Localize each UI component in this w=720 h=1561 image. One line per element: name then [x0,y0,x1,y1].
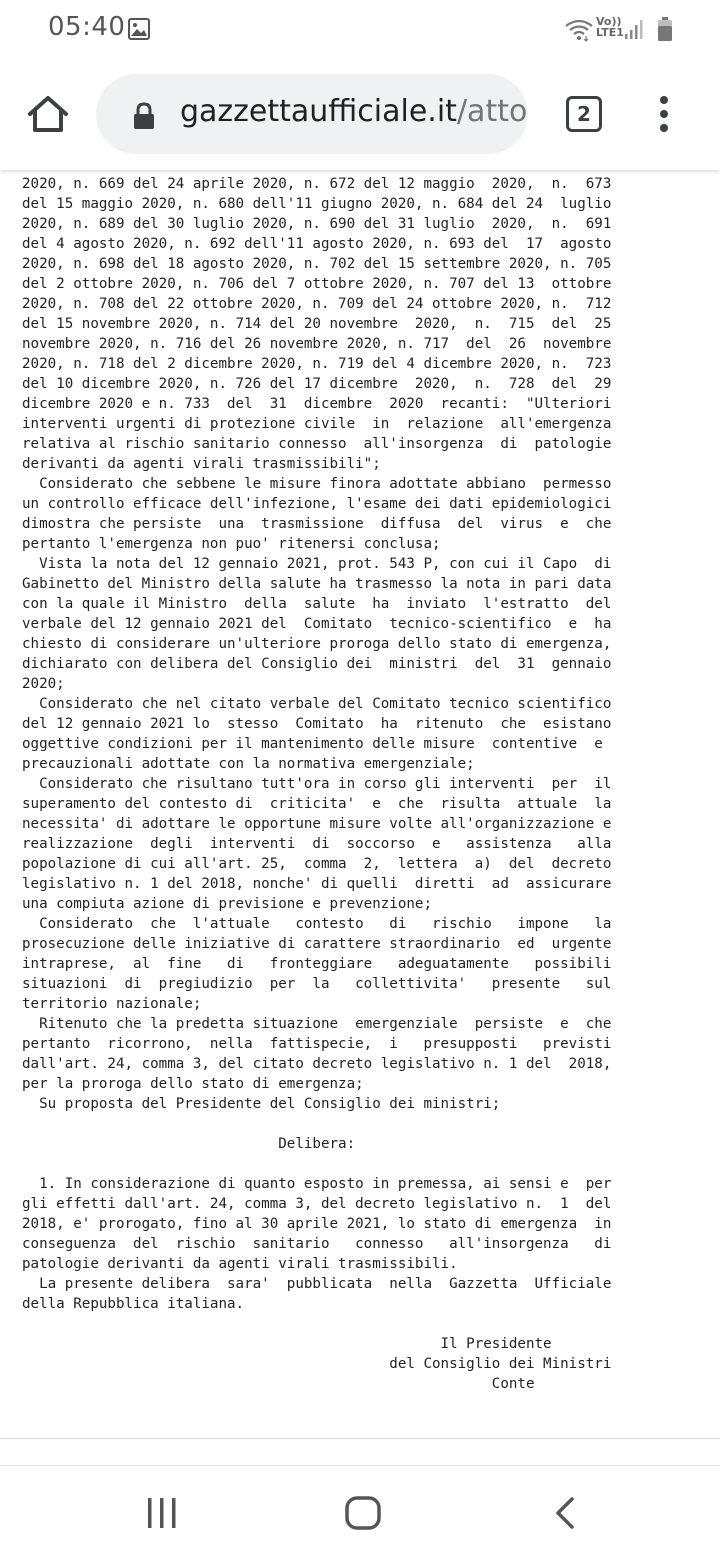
document-line: 2020, n. 669 del 24 aprile 2020, n. 672 del 12 maggio 2020, n. 673 [22,176,612,192]
document-line: dicembre 2020 e n. 733 del 31 dicembre 2020 recanti: "Ulteriori [22,396,612,412]
back-icon[interactable] [550,1496,578,1530]
document-line: Delibera: [22,1136,356,1152]
document-line: intraprese, al fine di fronteggiare adeguatamente possibili [22,956,612,972]
document-line: della Repubblica italiana. [22,1296,245,1312]
document-line: realizzazione degli interventi di soccorso e assistenza alla [22,836,612,852]
tabs-button[interactable]: 2 [566,96,602,132]
document-text [22,174,662,1394]
document-line: dall'art. 24, comma 3, del citato decreto legislativo n. 1 del 2018, [22,1056,612,1072]
document-line: dichiarato con delibera del Consiglio dei ministri del 31 gennaio [22,656,612,672]
document-line: del 12 gennaio 2021 lo stesso Comitato ha ritenuto che esistano [22,716,612,732]
document-line: dimostra che persiste una trasmissione diffusa del virus e che [22,516,612,532]
document-line: Il Presidente [22,1336,552,1352]
document-line: del Consiglio dei Ministri [22,1356,612,1372]
document-line: superamento del contesto di criticita' e che risulta attuale la [22,796,612,812]
document-line: 2020, n. 718 del 2 dicembre 2020, n. 719 del 4 dicembre 2020, n. 723 [22,356,612,372]
document-line: del 2 ottobre 2020, n. 706 del 7 ottobre 2020, n. 707 del 13 ottobre [22,276,612,292]
document-line: verbale del 12 gennaio 2021 del Comitato tecnico-scientifico e ha [22,616,612,632]
document-line: del 10 dicembre 2020, n. 726 del 17 dicembre 2020, n. 728 del 29 [22,376,612,392]
more-vert-icon[interactable] [652,94,676,134]
document-line: del 15 maggio 2020, n. 680 dell'11 giugno 2020, n. 684 del 24 luglio [22,196,612,212]
network-label-line1: Vo)) [596,15,622,28]
document-line: Ritenuto che la predetta situazione emergenziale persiste e che [22,1016,612,1032]
navigation-bar [0,1465,720,1561]
document-line: interventi urgenti di protezione civile in relazione all'emergenza [22,416,612,432]
document-line: novembre 2020, n. 716 del 26 novembre 2020, n. 717 del 26 novembre [22,336,612,352]
document-line: del 4 agosto 2020, n. 692 dell'11 agosto 2020, n. 693 del 17 agosto [22,236,612,252]
battery-icon [656,16,674,42]
document-line: derivanti da agenti virali trasmissibili"; [22,456,381,472]
document-line: del 15 novembre 2020, n. 714 del 20 novembre 2020, n. 715 del 25 [22,316,612,332]
home-icon[interactable] [24,90,72,138]
wifi-icon [564,18,594,42]
document-line: gli effetti dall'art. 24, comma 3, del decreto legislativo n. 1 del [22,1196,612,1212]
url-domain: gazzettaufficiale.it [180,94,457,129]
document-line: oggettive condizioni per il mantenimento delle misure contentive e [22,736,603,752]
document-line: Considerato che risultano tutt'ora in corso gli interventi per il [22,776,612,792]
document-line: chiesto di considerare un'ulteriore proroga dello stato di emergenza, [22,636,612,652]
recent-apps-icon[interactable] [146,1496,178,1530]
document-line: 2020; [22,676,65,692]
document-line: La presente delibera sara' pubblicata nella Gazzetta Ufficiale [22,1276,612,1292]
document-line: Considerato che sebbene le misure finora adottate abbiano permesso [22,476,612,492]
address-bar[interactable] [96,74,528,154]
document-line: 2020, n. 689 del 30 luglio 2020, n. 690 del 31 luglio 2020, n. 691 [22,216,612,232]
lock-icon[interactable] [132,102,156,130]
content-divider [0,1438,720,1439]
document-line: conseguenza del rischio sanitario connesso all'insorgenza di [22,1236,612,1252]
document-line: Considerato che l'attuale contesto di rischio impone la [22,916,612,932]
status-bar [0,0,720,60]
url-path: /atto [456,94,528,129]
document-line: situazioni di pregiudizio per la collettivita' presente sul [22,976,612,992]
document-line: popolazione di cui all'art. 25, comma 2, lettera a) del decreto [22,856,612,872]
document-line: pertanto ricorrono, nella fattispecie, i presupposti previsti [22,1036,612,1052]
status-time: 05:40 [48,12,126,42]
document-line: 2020, n. 698 del 18 agosto 2020, n. 702 del 15 settembre 2020, n. 705 [22,256,612,272]
document-line: relativa al rischio sanitario connesso all'insorgenza di patologie [22,436,612,452]
document-line: 2020, n. 708 del 22 ottobre 2020, n. 709 del 24 ottobre 2020, n. 712 [22,296,612,312]
url-text[interactable] [180,94,527,129]
document-line: per la proroga dello stato di emergenza; [22,1076,364,1092]
document-line: Considerato che nel citato verbale del Comitato tecnico scientifico [22,696,612,712]
document-line: Gabinetto del Ministro della salute ha trasmesso la nota in pari data [22,576,612,592]
home-nav-icon[interactable] [344,1495,382,1531]
network-label [596,16,624,38]
document-line: con la quale il Ministro della salute ha inviato l'estratto del [22,596,612,612]
document-line: Vista la nota del 12 gennaio 2021, prot. 543 P, con cui il Capo di [22,556,612,572]
document-line: prosecuzione delle iniziative di carattere straordinario ed urgente [22,936,612,952]
document-line: necessita' di adottare le opportune misure volte all'organizzazione e [22,816,612,832]
document-line: pertanto l'emergenza non puo' ritenersi conclusa; [22,536,441,552]
document-line: patologie derivanti da agenti virali trasmissibili. [22,1256,458,1272]
signal-icon [624,18,646,40]
document-line: territorio nazionale; [22,996,202,1012]
document-line: precauzionali adottate con la normativa emergenziale; [22,756,475,772]
document-line: Su proposta del Presidente del Consiglio dei ministri; [22,1096,501,1112]
document-line: un controllo efficace dell'infezione, l'esame dei dati epidemiologici [22,496,612,512]
document-line: 2018, e' prorogato, fino al 30 aprile 2021, lo stato di emergenza in [22,1216,612,1232]
document-line: una compiuta azione di previsione e prevenzione; [22,896,432,912]
document-line: legislativo n. 1 del 2018, nonche' di quelli diretti ad assicurare [22,876,612,892]
document-line: 1. In considerazione di quanto esposto in premessa, ai sensi e per [22,1176,612,1192]
image-icon [128,18,150,40]
browser-toolbar [0,60,720,170]
network-label-line2: LTE1 [596,26,624,39]
document-line: Conte [22,1376,535,1392]
page-content[interactable] [0,170,720,1440]
